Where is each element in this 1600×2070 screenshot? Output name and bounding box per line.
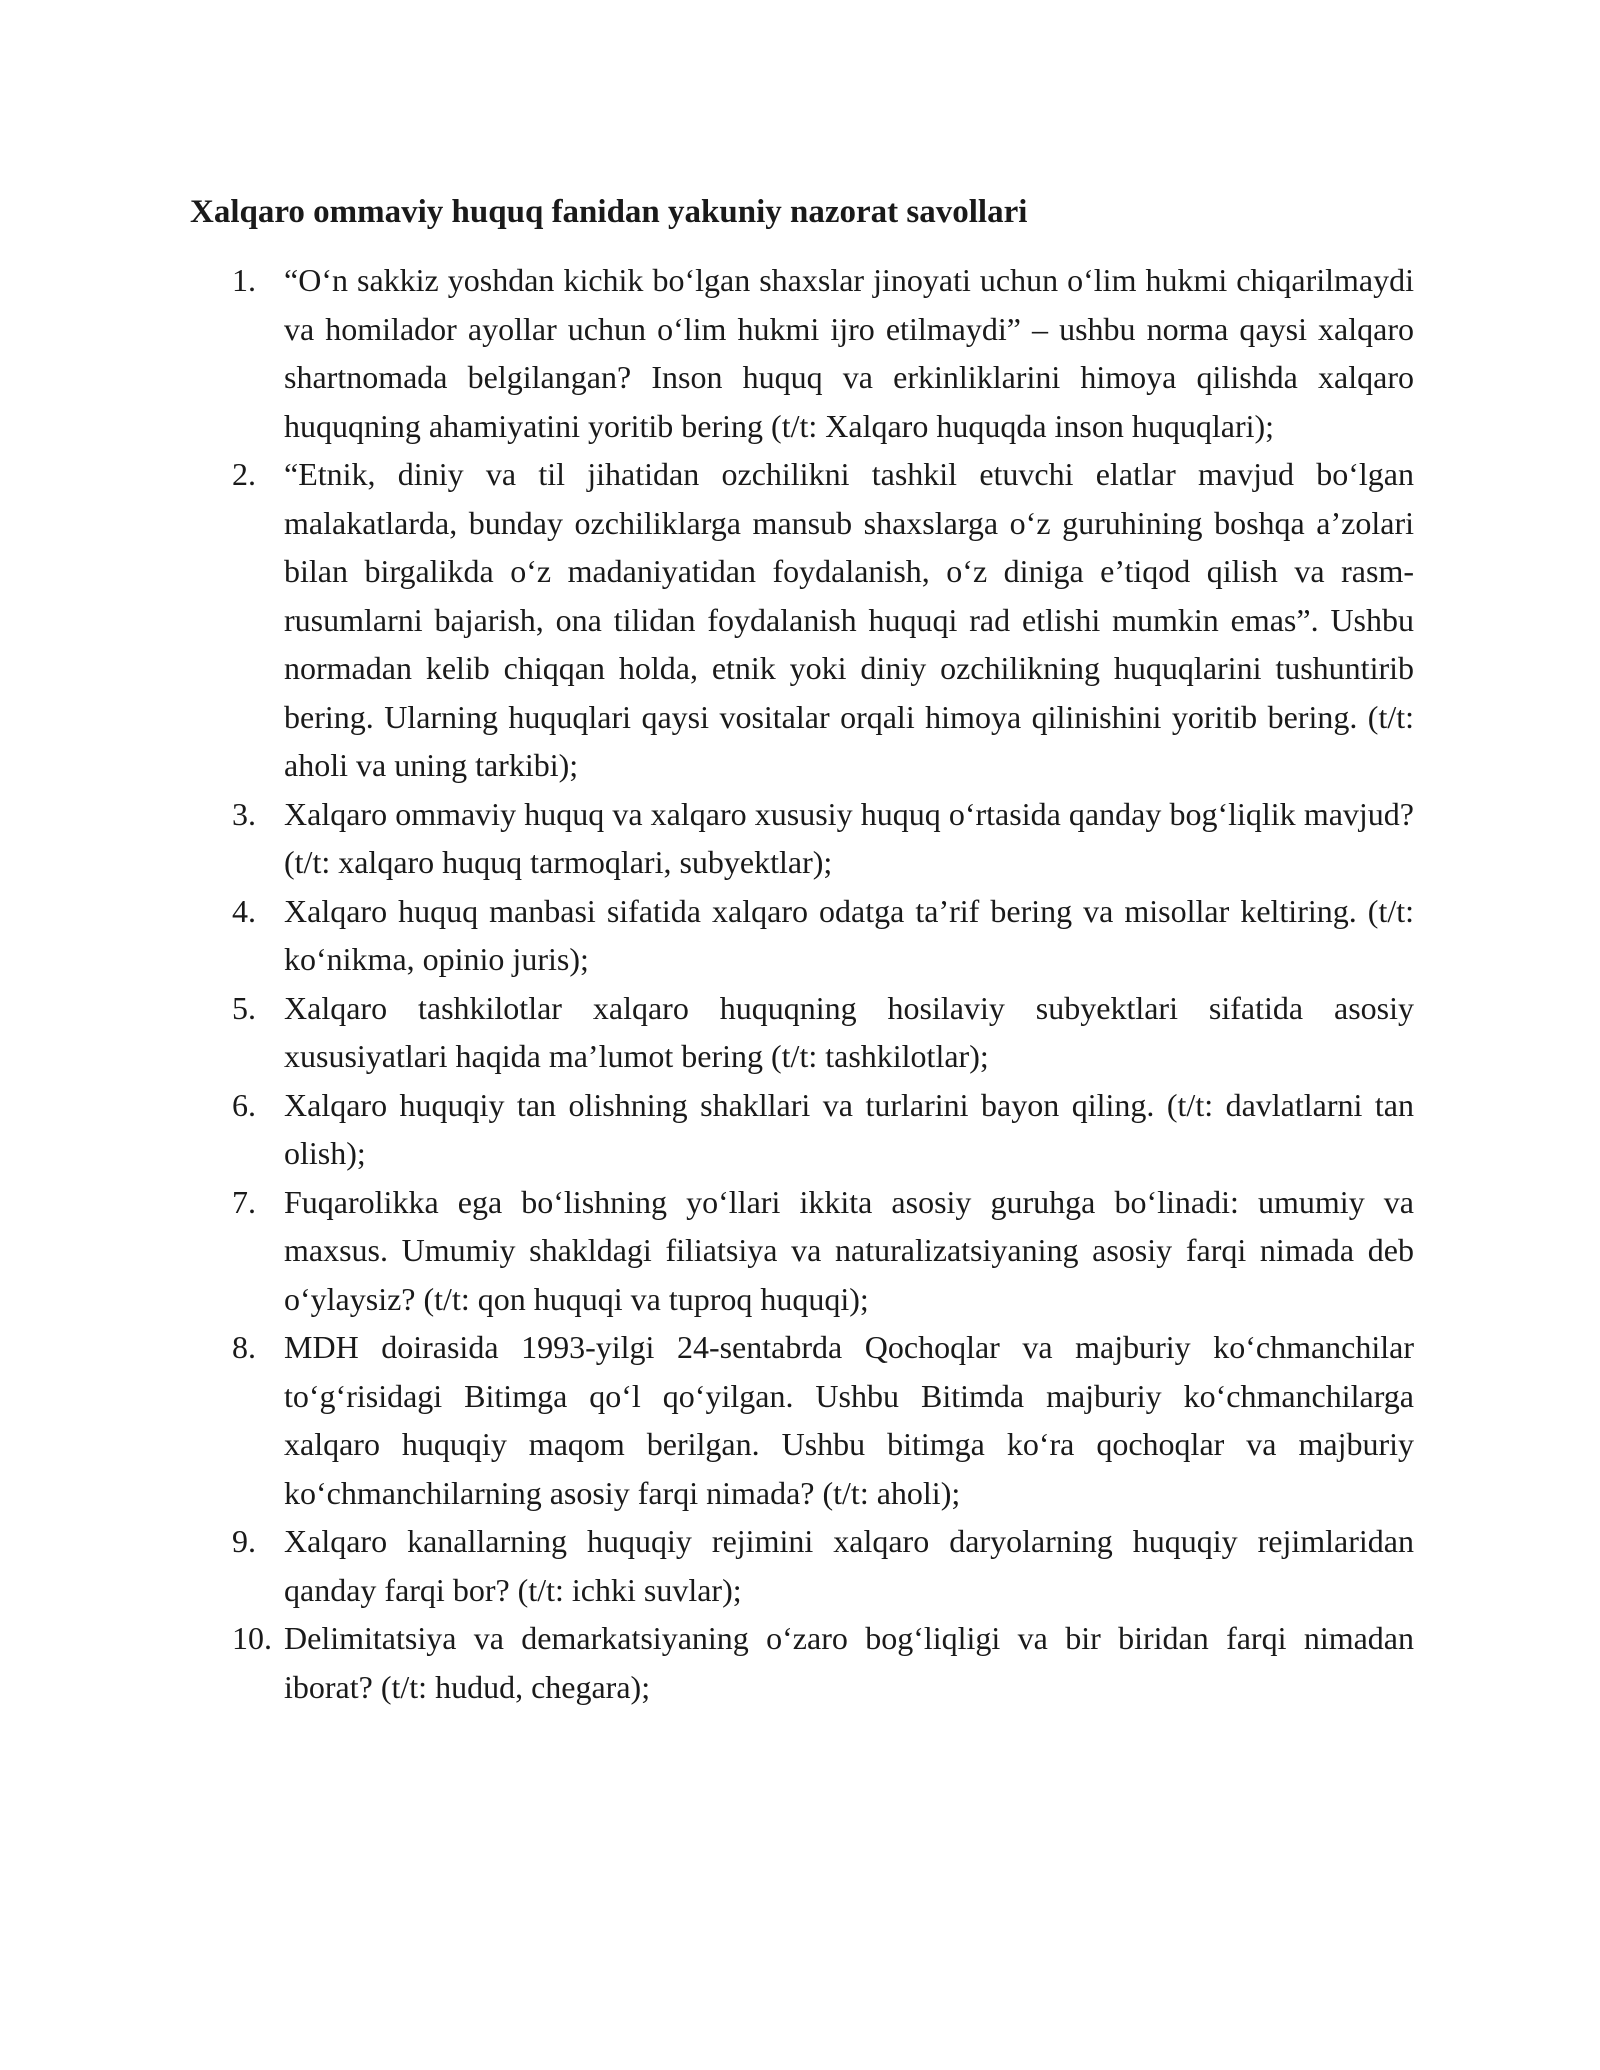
- question-number: 7.: [232, 1183, 256, 1220]
- question-item: [0, 984, 1600, 1081]
- question-text: MDH doirasida 1993-yilgi 24-sentabrda Qochoqlar va majburiy ko‘chmanchilar to‘g‘risidagi Bitimga qo‘l qo‘yilgan. Ushbu Bitimda majburiy ko‘chmanchilarga xalqaro huquqiy maqom berilgan. Ushbu bitimga ko‘ra qochoqlar va majburiy ko‘chmanchilarning asosiy farqi nimada? (t/t: aholi);: [284, 1329, 1414, 1511]
- question-item: [0, 450, 1600, 790]
- question-number: 6.: [232, 1086, 256, 1123]
- question-text: Xalqaro ommaviy huquq va xalqaro xususiy huquq o‘rtasida qanday bog‘liqlik mavjud? (t/t: xalqaro huquq tarmoqlari, subyektlar);: [284, 795, 1414, 880]
- question-text: Xalqaro kanallarning huquqiy rejimini xalqaro daryolarning huquqiy rejimlaridan qanday farqi bor? (t/t: ichki suvlar);: [284, 1523, 1414, 1608]
- question-item: [0, 1081, 1600, 1178]
- question-text: Xalqaro huquq manbasi sifatida xalqaro odatga ta’rif bering va misollar keltiring. (t/t: ko‘nikma, opinio juris);: [284, 892, 1414, 977]
- question-number: 2.: [232, 456, 256, 492]
- question-item: [0, 1323, 1600, 1517]
- question-number: 3.: [232, 795, 256, 832]
- question-number: 5.: [232, 989, 256, 1026]
- question-item: [0, 1178, 1600, 1324]
- question-item: [0, 790, 1600, 887]
- question-number: 4.: [232, 892, 256, 929]
- question-item: [0, 1517, 1600, 1614]
- question-number: 8.: [232, 1329, 256, 1365]
- question-list: [0, 256, 1600, 1711]
- question-number: 10.: [232, 1620, 272, 1656]
- document-title: Xalqaro ommaviy huquq fanidan yakuniy nazorat savollari: [190, 194, 1028, 230]
- question-number: 9.: [232, 1523, 256, 1559]
- question-text: Xalqaro tashkilotlar xalqaro huquqning hosilaviy subyektlari sifatida asosiy xususiyatlari haqida ma’lumot bering (t/t: tashkilotlar);: [284, 989, 1414, 1074]
- question-text: Fuqarolikka ega bo‘lishning yo‘llari ikkita asosiy guruhga bo‘linadi: umumiy va maxsus. Umumiy shakldagi filiatsiya va naturalizatsiyaning asosiy farqi nimada deb o‘ylaysiz? (t/t: qon huquqi va tuproq huquqi);: [284, 1183, 1414, 1317]
- question-text: Delimitatsiya va demarkatsiyaning o‘zaro bog‘liqligi va bir biridan farqi nimadan iborat? (t/t: hudud, chegara);: [284, 1620, 1414, 1705]
- question-item: [0, 256, 1600, 450]
- question-item: [0, 1614, 1600, 1711]
- question-text: “Etnik, diniy va til jihatidan ozchilikni tashkil etuvchi elatlar mavjud bo‘lgan malakatlarda, bunday ozchiliklarga mansub shaxslarga o‘z guruhining boshqa a’zolari bilan birgalikda o‘z madaniyatidan foydalanish, o‘z diniga e’tiqod qilish va rasm-rusumlarni bajarish, ona tilidan foydalanish huquqi rad etlishi mumkin emas”. Ushbu normadan kelib chiqqan holda, etnik yoki diniy ozchilikning huquqlarini tushuntirib bering. Ularning huquqlari qaysi vositalar orqali himoya qilinishini yoritib bering. (t/t: aholi va uning tarkibi);: [284, 456, 1414, 783]
- question-text: “O‘n sakkiz yoshdan kichik bo‘lgan shaxslar jinoyati uchun o‘lim hukmi chiqarilmaydi va homilador ayollar uchun o‘lim hukmi ijro etilmaydi” – ushbu norma qaysi xalqaro shartnomada belgilangan? Inson huquq va erkinliklarini himoya qilishda xalqaro huquqning ahamiyatini yoritib bering (t/t: Xalqaro huquqda inson huquqlari);: [284, 262, 1414, 444]
- question-item: [0, 887, 1600, 984]
- question-text: Xalqaro huquqiy tan olishning shakllari va turlarini bayon qiling. (t/t: davlatlarni tan olish);: [284, 1086, 1414, 1171]
- question-number: 1.: [232, 262, 256, 298]
